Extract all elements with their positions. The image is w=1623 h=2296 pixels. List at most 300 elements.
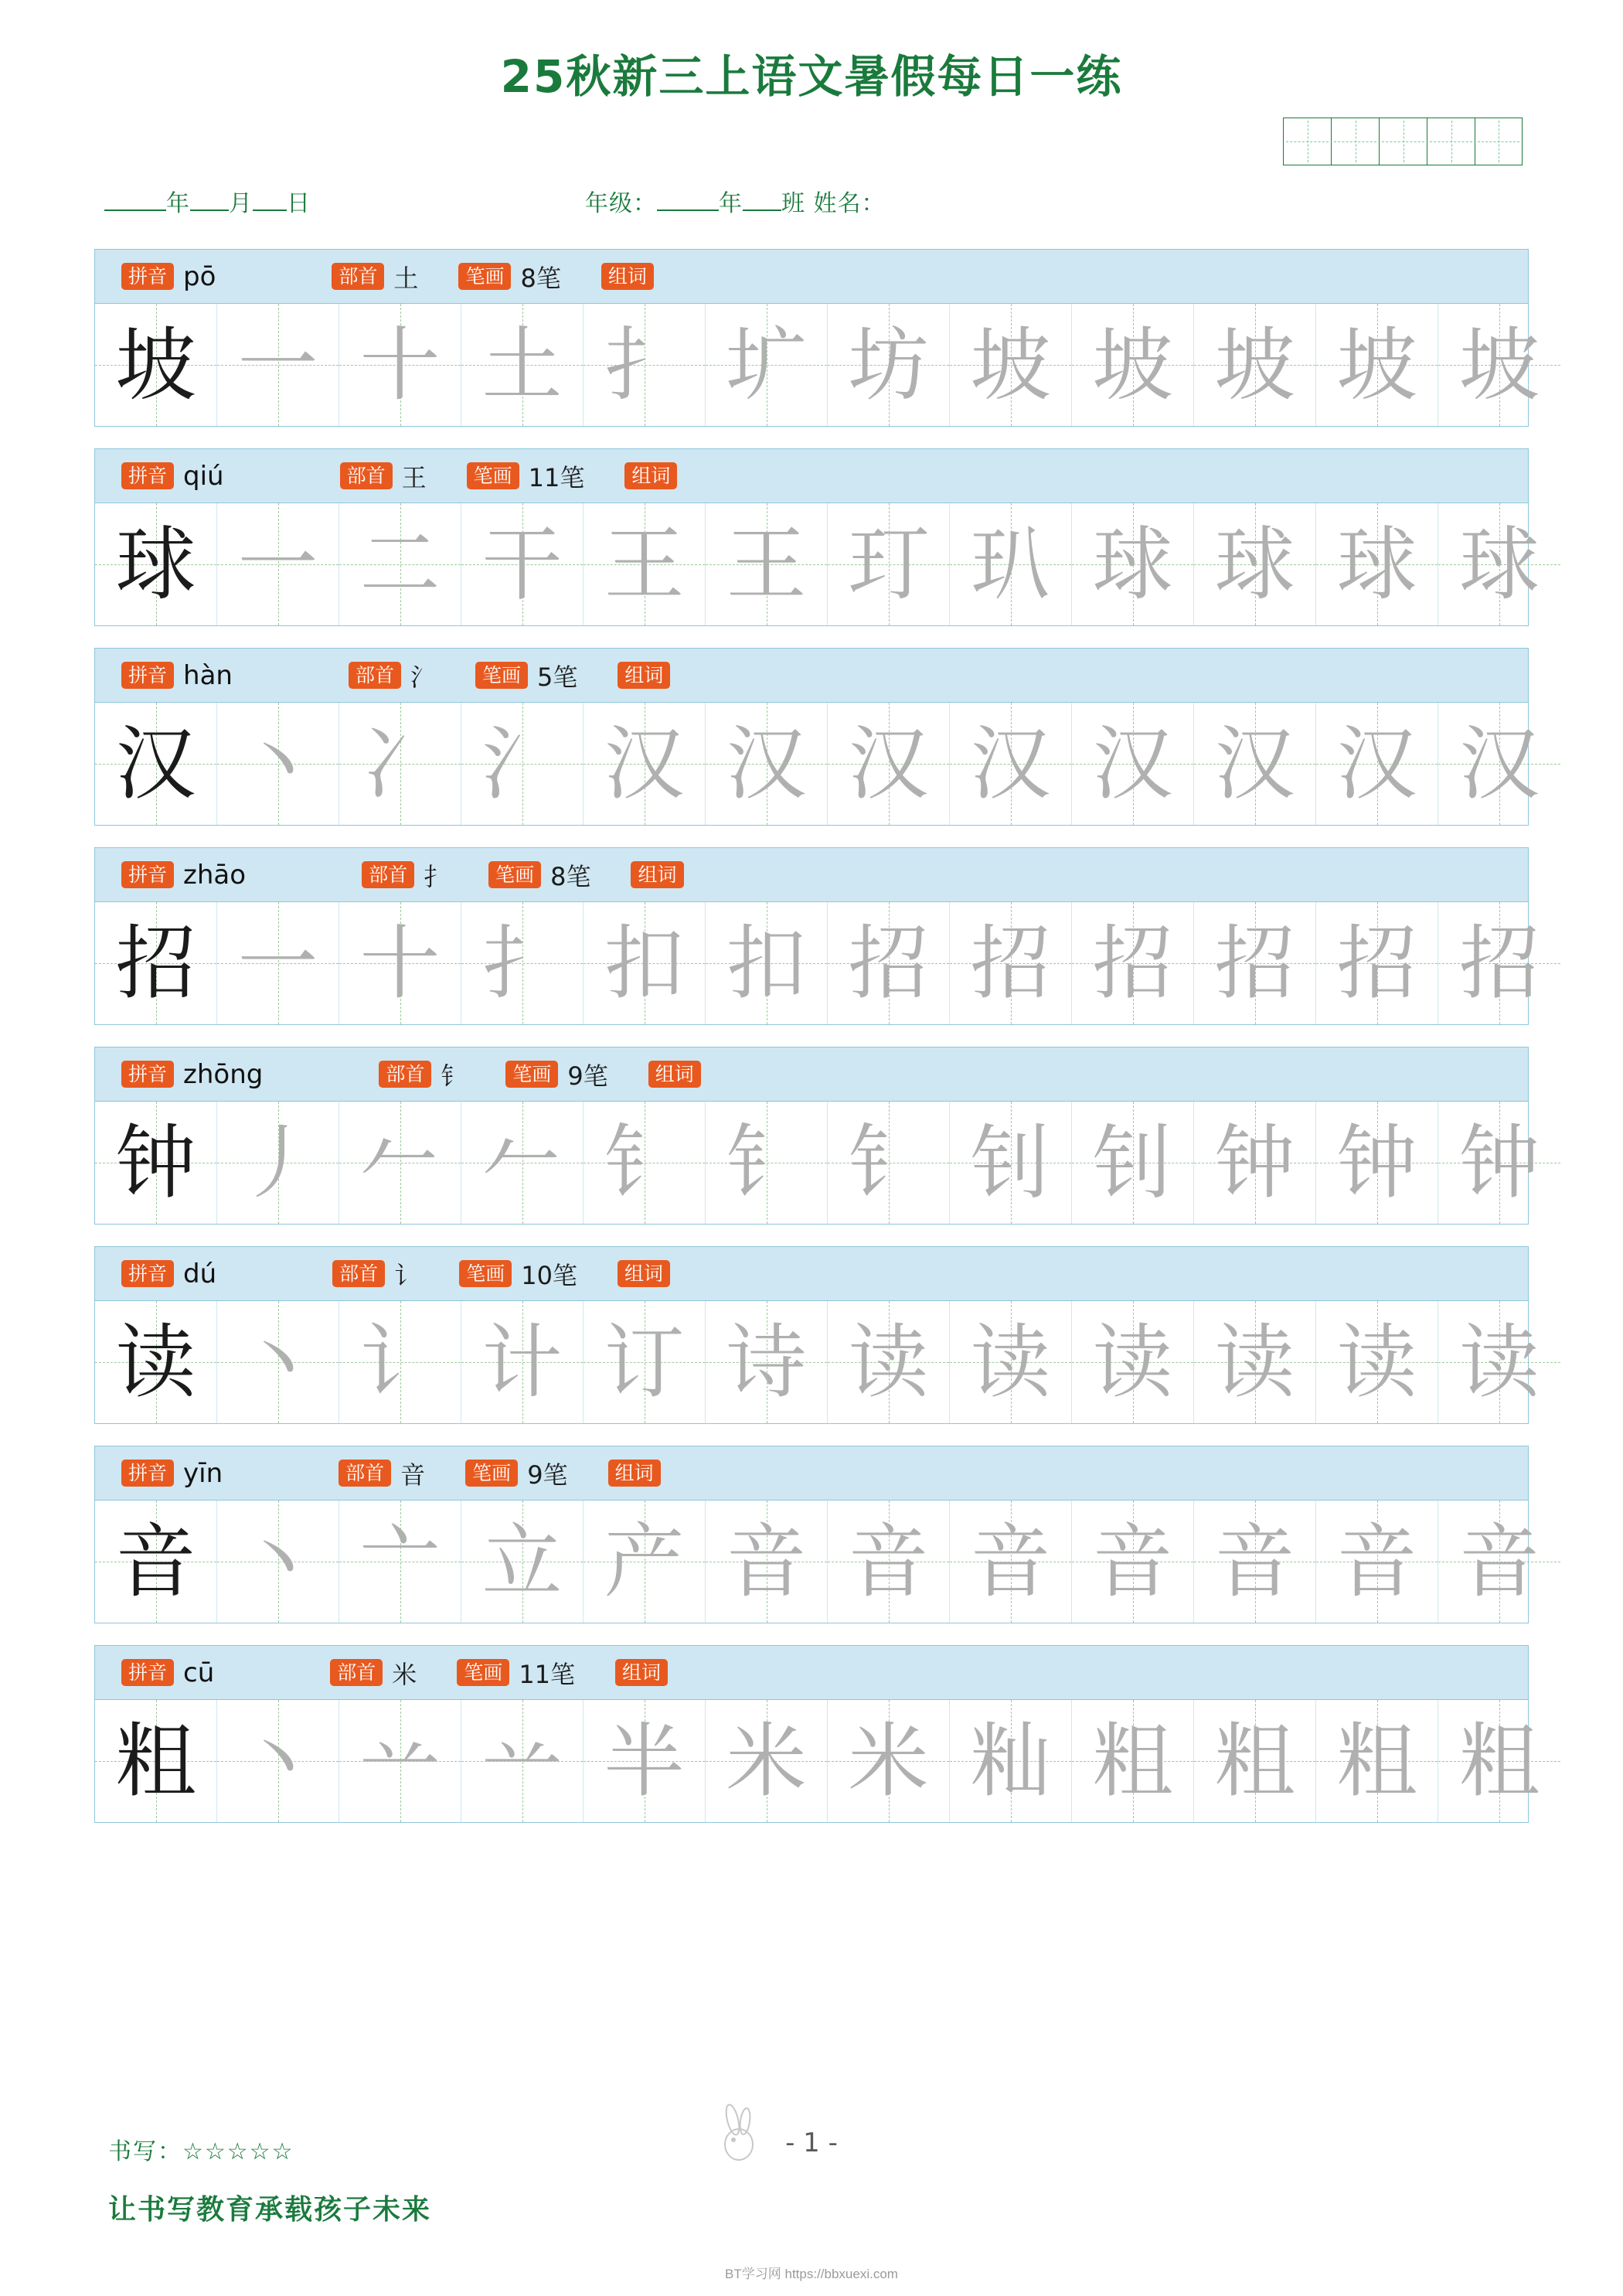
stroke-step: 𠂉	[481, 1116, 563, 1210]
stroke-step: 读	[1336, 1315, 1417, 1409]
tracing-cell-model	[95, 1700, 217, 1822]
stroke-step: 招	[1336, 916, 1417, 1010]
block-header	[95, 848, 1528, 902]
tracing-cell[interactable]	[1072, 1102, 1194, 1224]
radical-tag: 部首	[362, 861, 414, 888]
radical-tag: 部首	[349, 662, 401, 689]
stroke-step: 汉	[1458, 717, 1540, 811]
words-tag: 组词	[618, 1260, 670, 1287]
stroke-step: 扌	[481, 916, 563, 1010]
tracing-cell[interactable]	[584, 1501, 706, 1623]
tracing-cell[interactable]	[461, 1301, 584, 1423]
stroke-step: 音	[1458, 1514, 1540, 1609]
radical-tag: 部首	[330, 1659, 383, 1686]
radical-value: 钅	[441, 1061, 466, 1091]
strokes-value: 8笔	[520, 263, 561, 293]
words-field	[624, 462, 677, 489]
pinyin-tag: 拼音	[121, 1460, 174, 1487]
date-day-label: 日	[287, 190, 311, 217]
model-character: 球	[115, 517, 196, 611]
tracing-cell[interactable]	[1316, 503, 1438, 625]
words-tag: 组词	[648, 1061, 701, 1088]
stroke-step: 钟	[1214, 1116, 1295, 1210]
tracing-cell[interactable]	[339, 304, 461, 426]
name-label: 姓名：	[813, 190, 886, 217]
tracing-cell[interactable]	[1194, 703, 1316, 825]
stroke-step: 一	[237, 318, 318, 412]
name-grid-cell	[1475, 118, 1523, 165]
block-header	[95, 449, 1528, 503]
stroke-step: 钅	[848, 1116, 929, 1210]
meta-row	[0, 184, 1623, 218]
stroke-step: 丶	[237, 1514, 318, 1609]
tracing-cell[interactable]	[1316, 1301, 1438, 1423]
tracing-cell[interactable]	[461, 1700, 584, 1822]
tracing-cell[interactable]	[339, 902, 461, 1024]
tracing-cell[interactable]	[217, 1301, 339, 1423]
strokes-field	[488, 857, 590, 893]
tracing-cell[interactable]	[461, 1501, 584, 1623]
strokes-tag: 笔画	[457, 1659, 509, 1686]
practice-block	[94, 1446, 1540, 1623]
tracing-cell[interactable]	[828, 1102, 950, 1224]
stroke-step: 读	[1092, 1315, 1173, 1409]
stroke-step: 籼	[970, 1714, 1051, 1808]
stroke-step: 立	[481, 1514, 563, 1609]
pinyin-tag: 拼音	[121, 1061, 174, 1088]
tracing-cell[interactable]	[1438, 503, 1560, 625]
block-header	[95, 1446, 1528, 1501]
stroke-step: 钊	[970, 1116, 1051, 1210]
stroke-step: 十	[359, 916, 441, 1010]
model-character: 汉	[115, 717, 196, 811]
tracing-cell[interactable]	[1438, 1700, 1560, 1822]
tracing-cell[interactable]	[1072, 703, 1194, 825]
watermark-text: BT学习网 https://bbxuexi.com	[725, 2267, 898, 2281]
practice-block	[94, 448, 1540, 626]
tracing-cell[interactable]	[461, 703, 584, 825]
practice-block	[94, 249, 1540, 427]
tracing-cell-model	[95, 1102, 217, 1224]
stroke-step: 一	[237, 517, 318, 611]
radical-value: 米	[392, 1659, 417, 1689]
tracing-row	[95, 1501, 1540, 1623]
stroke-step: 干	[481, 517, 563, 611]
model-character: 粗	[115, 1714, 196, 1808]
stroke-step: 招	[1092, 916, 1173, 1010]
date-month-label: 月	[229, 190, 253, 217]
tracing-cell[interactable]	[828, 503, 950, 625]
stroke-step: 米	[848, 1714, 929, 1808]
stroke-step: 坡	[1336, 318, 1417, 412]
tracing-cell[interactable]	[706, 1700, 828, 1822]
stroke-step: 亠	[359, 1514, 441, 1609]
radical-field	[349, 658, 435, 693]
stroke-step: 坊	[848, 318, 929, 412]
stroke-step: 汉	[726, 717, 807, 811]
tracing-row	[95, 902, 1540, 1024]
pinyin-field	[121, 1458, 223, 1489]
grade-blank	[657, 210, 719, 211]
stroke-step: 招	[970, 916, 1051, 1010]
tracing-cell[interactable]	[1316, 304, 1438, 426]
words-tag: 组词	[615, 1659, 668, 1686]
strokes-tag: 笔画	[505, 1061, 558, 1088]
words-tag: 组词	[624, 462, 677, 489]
tracing-cell[interactable]	[950, 1501, 1072, 1623]
radical-field	[330, 1655, 417, 1691]
stroke-step: 扣	[726, 916, 807, 1010]
date-field	[104, 184, 311, 218]
stroke-step: 米	[726, 1714, 807, 1808]
practice-block	[94, 1645, 1540, 1823]
tracing-cell[interactable]	[584, 1700, 706, 1822]
tracing-cell[interactable]	[1194, 1102, 1316, 1224]
name-grid-cell	[1283, 118, 1331, 165]
stroke-step: 球	[1336, 517, 1417, 611]
tracing-cell[interactable]	[339, 503, 461, 625]
words-field	[608, 1460, 661, 1487]
tracing-cell[interactable]	[1316, 902, 1438, 1024]
stroke-step: 丶	[237, 1714, 318, 1808]
name-grid-cell	[1331, 118, 1379, 165]
stroke-step: 扌	[604, 318, 685, 412]
stroke-step: 丶	[237, 717, 318, 811]
tracing-cell[interactable]	[217, 703, 339, 825]
tracing-cell[interactable]	[339, 703, 461, 825]
tracing-cell[interactable]	[461, 902, 584, 1024]
strokes-field	[457, 1655, 575, 1691]
pinyin-field	[121, 461, 224, 492]
words-field	[631, 861, 683, 888]
tracing-cell[interactable]	[706, 1501, 828, 1623]
tracing-cell[interactable]	[706, 902, 828, 1024]
radical-field	[340, 458, 427, 494]
tracing-cell[interactable]	[339, 1102, 461, 1224]
name-grid-cell	[1379, 118, 1427, 165]
stroke-step: 坡	[970, 318, 1051, 412]
page-number: - 1 -	[785, 2127, 838, 2158]
stroke-step: 读	[848, 1315, 929, 1409]
class-unit: 班	[781, 190, 805, 217]
block-header	[95, 250, 1528, 304]
stroke-step: 计	[481, 1315, 563, 1409]
block-header	[95, 649, 1528, 703]
tracing-cell[interactable]	[706, 703, 828, 825]
radical-tag: 部首	[379, 1061, 431, 1088]
grade-label: 年级：	[585, 190, 657, 217]
stroke-step: 音	[1092, 1514, 1173, 1609]
tracing-cell[interactable]	[828, 1501, 950, 1623]
tracing-cell[interactable]	[339, 1700, 461, 1822]
tracing-cell[interactable]	[950, 1301, 1072, 1423]
name-grid	[1283, 118, 1523, 165]
tracing-cell[interactable]	[217, 1700, 339, 1822]
tracing-cell[interactable]	[1316, 1102, 1438, 1224]
radical-field	[379, 1057, 465, 1092]
pinyin-tag: 拼音	[121, 1260, 174, 1287]
stroke-step: 读	[1214, 1315, 1295, 1409]
radical-tag: 部首	[339, 1460, 391, 1487]
tracing-cell[interactable]	[1194, 304, 1316, 426]
stroke-step: 招	[1458, 916, 1540, 1010]
stroke-step: 钅	[604, 1116, 685, 1210]
tracing-cell[interactable]	[706, 1102, 828, 1224]
strokes-value: 10笔	[521, 1260, 577, 1290]
stroke-step: 钊	[1092, 1116, 1173, 1210]
tracing-cell[interactable]	[950, 503, 1072, 625]
date-month-blank	[190, 210, 229, 211]
tracing-cell[interactable]	[584, 1102, 706, 1224]
tracing-cell[interactable]	[706, 503, 828, 625]
stroke-step: 半	[604, 1714, 685, 1808]
tracing-cell[interactable]	[584, 703, 706, 825]
class-blank	[743, 210, 781, 211]
stroke-step: 钅	[726, 1116, 807, 1210]
strokes-tag: 笔画	[459, 1260, 512, 1287]
tracing-cell[interactable]	[584, 304, 706, 426]
tracing-cell[interactable]	[217, 902, 339, 1024]
tracing-row	[95, 1700, 1540, 1822]
tracing-cell[interactable]	[217, 503, 339, 625]
tracing-cell[interactable]	[1438, 703, 1560, 825]
stroke-step: 䒑	[481, 1714, 563, 1808]
pinyin-value: qiú	[183, 460, 224, 492]
stroke-step: 坡	[1214, 318, 1295, 412]
stroke-step: 球	[1214, 517, 1295, 611]
practice-block	[94, 648, 1540, 826]
stroke-step: 招	[848, 916, 929, 1010]
stroke-step: 音	[726, 1514, 807, 1609]
pinyin-field	[121, 1059, 263, 1090]
tracing-cell[interactable]	[1072, 902, 1194, 1024]
stroke-step: 招	[1214, 916, 1295, 1010]
tracing-cell[interactable]	[1194, 1700, 1316, 1822]
tracing-cell[interactable]	[1438, 1301, 1560, 1423]
stroke-step: 球	[1458, 517, 1540, 611]
name-grid-cell	[1427, 118, 1475, 165]
pinyin-field	[121, 1657, 214, 1688]
tracing-cell[interactable]	[584, 1301, 706, 1423]
strokes-tag: 笔画	[475, 662, 528, 689]
stroke-step: 汉	[848, 717, 929, 811]
words-field	[648, 1061, 701, 1088]
tracing-cell[interactable]	[828, 902, 950, 1024]
practice-block	[94, 847, 1540, 1025]
tracing-cell[interactable]	[461, 304, 584, 426]
radical-field	[332, 1256, 419, 1292]
tracing-row	[95, 703, 1540, 825]
tracing-cell[interactable]	[1194, 503, 1316, 625]
handwriting-label: 书写：	[108, 2138, 182, 2165]
stroke-step: 读	[970, 1315, 1051, 1409]
tracing-cell[interactable]	[1072, 503, 1194, 625]
pinyin-field	[121, 660, 233, 691]
stroke-step: 粗	[1458, 1714, 1540, 1808]
stroke-step: 冫	[359, 717, 441, 811]
model-character: 招	[115, 916, 196, 1010]
rating-stars[interactable]: ☆☆☆☆☆	[182, 2138, 294, 2165]
stroke-step: 王	[726, 517, 807, 611]
pinyin-tag: 拼音	[121, 662, 174, 689]
tracing-row	[95, 503, 1540, 625]
tracing-cell[interactable]	[1438, 1102, 1560, 1224]
words-tag: 组词	[631, 861, 683, 888]
tracing-cell[interactable]	[1072, 304, 1194, 426]
stroke-step: 土	[481, 318, 563, 412]
stroke-step: 圹	[726, 318, 807, 412]
tracing-cell[interactable]	[461, 1102, 584, 1224]
radical-field	[332, 259, 418, 295]
pinyin-value: cū	[183, 1657, 215, 1688]
strokes-value: 8笔	[550, 861, 591, 891]
radical-tag: 部首	[332, 1260, 385, 1287]
stroke-step: 汉	[1214, 717, 1295, 811]
stroke-step: 订	[604, 1315, 685, 1409]
tracing-cell[interactable]	[1438, 1501, 1560, 1623]
tracing-cell-model	[95, 304, 217, 426]
stroke-step: 汉	[1092, 717, 1173, 811]
tracing-cell-model	[95, 703, 217, 825]
tracing-cell[interactable]	[1316, 1501, 1438, 1623]
stroke-step: 丿	[237, 1116, 318, 1210]
tracing-cell[interactable]	[1194, 902, 1316, 1024]
strokes-field	[475, 658, 577, 693]
stroke-step: 十	[359, 318, 441, 412]
tracing-cell[interactable]	[950, 1102, 1072, 1224]
radical-field	[362, 857, 448, 893]
strokes-tag: 笔画	[467, 462, 519, 489]
stroke-step: 读	[1458, 1315, 1540, 1409]
strokes-value: 11笔	[528, 462, 585, 492]
tracing-cell[interactable]	[950, 703, 1072, 825]
stroke-step: 汉	[1336, 717, 1417, 811]
pinyin-field	[121, 261, 216, 292]
words-tag: 组词	[618, 662, 670, 689]
tracing-cell[interactable]	[1438, 902, 1560, 1024]
strokes-tag: 笔画	[488, 861, 541, 888]
strokes-field	[458, 259, 560, 295]
tracing-cell[interactable]	[1316, 703, 1438, 825]
tracing-cell[interactable]	[217, 304, 339, 426]
tracing-cell[interactable]	[1072, 1301, 1194, 1423]
strokes-tag: 笔画	[465, 1460, 518, 1487]
pinyin-value: zhōng	[183, 1058, 264, 1090]
radical-field	[339, 1456, 425, 1491]
tracing-cell[interactable]	[1438, 304, 1560, 426]
pinyin-value: hàn	[183, 659, 233, 691]
tracing-cell[interactable]	[828, 703, 950, 825]
stroke-step: 䒑	[359, 1714, 441, 1808]
block-header	[95, 1048, 1528, 1102]
tracing-cell[interactable]	[706, 1301, 828, 1423]
tracing-cell[interactable]	[339, 1301, 461, 1423]
radical-value: 扌	[424, 861, 449, 891]
tracing-cell[interactable]	[1072, 1700, 1194, 1822]
stroke-step: 钟	[1336, 1116, 1417, 1210]
tracing-cell[interactable]	[217, 1102, 339, 1224]
stroke-step: 坡	[1092, 318, 1173, 412]
stroke-step: 氵	[481, 717, 563, 811]
stroke-step: 粗	[1336, 1714, 1417, 1808]
tracing-cell[interactable]	[706, 304, 828, 426]
radical-value: 讠	[394, 1260, 420, 1290]
model-character: 钟	[115, 1116, 196, 1210]
stroke-step: 坡	[1458, 318, 1540, 412]
stroke-step: 王	[604, 517, 685, 611]
tracing-cell[interactable]	[1194, 1501, 1316, 1623]
tracing-cell[interactable]	[950, 1700, 1072, 1822]
tracing-cell[interactable]	[828, 1301, 950, 1423]
stroke-step: 玎	[848, 517, 929, 611]
model-character: 坡	[115, 318, 196, 412]
tracing-cell[interactable]	[217, 1501, 339, 1623]
tracing-row	[95, 1102, 1540, 1224]
radical-value: 土	[393, 263, 419, 293]
pinyin-tag: 拼音	[121, 263, 174, 290]
pinyin-field	[121, 1259, 216, 1289]
radical-value: 氵	[410, 662, 435, 692]
radical-tag: 部首	[340, 462, 393, 489]
pinyin-value: dú	[183, 1258, 217, 1289]
tracing-cell[interactable]	[1316, 1700, 1438, 1822]
stroke-step: 音	[970, 1514, 1051, 1609]
stroke-step: 汉	[970, 717, 1051, 811]
strokes-field	[459, 1256, 577, 1292]
strokes-field	[505, 1057, 607, 1092]
date-year-blank	[104, 210, 166, 211]
tracing-cell-model	[95, 1301, 217, 1423]
practice-block	[94, 1246, 1540, 1424]
tracing-cell-model	[95, 503, 217, 625]
slogan-text: 让书写教育承载孩子未来	[108, 2194, 432, 2226]
words-tag: 组词	[608, 1460, 661, 1487]
stroke-step: 音	[848, 1514, 929, 1609]
grade-unit: 年	[719, 190, 743, 217]
stroke-step: 产	[604, 1514, 685, 1609]
tracing-cell[interactable]	[1194, 1301, 1316, 1423]
tracing-cell[interactable]	[339, 1501, 461, 1623]
tracing-cell[interactable]	[1072, 1501, 1194, 1623]
stroke-step: 二	[359, 517, 441, 611]
strokes-value: 9笔	[567, 1061, 608, 1091]
radical-value: 音	[400, 1460, 426, 1490]
model-character: 音	[115, 1514, 196, 1609]
tracing-cell[interactable]	[584, 503, 706, 625]
strokes-value: 5笔	[537, 662, 578, 692]
tracing-cell[interactable]	[828, 1700, 950, 1822]
words-field	[615, 1659, 668, 1686]
stroke-step: 𠂉	[359, 1116, 441, 1210]
tracing-cell[interactable]	[461, 503, 584, 625]
radical-tag: 部首	[332, 263, 384, 290]
stroke-step: 一	[237, 916, 318, 1010]
radical-value: 王	[401, 462, 427, 492]
practice-blocks	[94, 249, 1540, 1845]
tracing-cell[interactable]	[950, 304, 1072, 426]
practice-block	[94, 1047, 1540, 1225]
pinyin-field	[121, 860, 246, 891]
tracing-cell[interactable]	[950, 902, 1072, 1024]
words-tag: 组词	[601, 263, 654, 290]
stroke-step: 扣	[604, 916, 685, 1010]
stroke-step: 音	[1214, 1514, 1295, 1609]
tracing-row	[95, 1301, 1540, 1423]
tracing-cell[interactable]	[828, 304, 950, 426]
pinyin-tag: 拼音	[121, 462, 174, 489]
pinyin-value: zhāo	[183, 859, 247, 891]
tracing-cell[interactable]	[584, 902, 706, 1024]
